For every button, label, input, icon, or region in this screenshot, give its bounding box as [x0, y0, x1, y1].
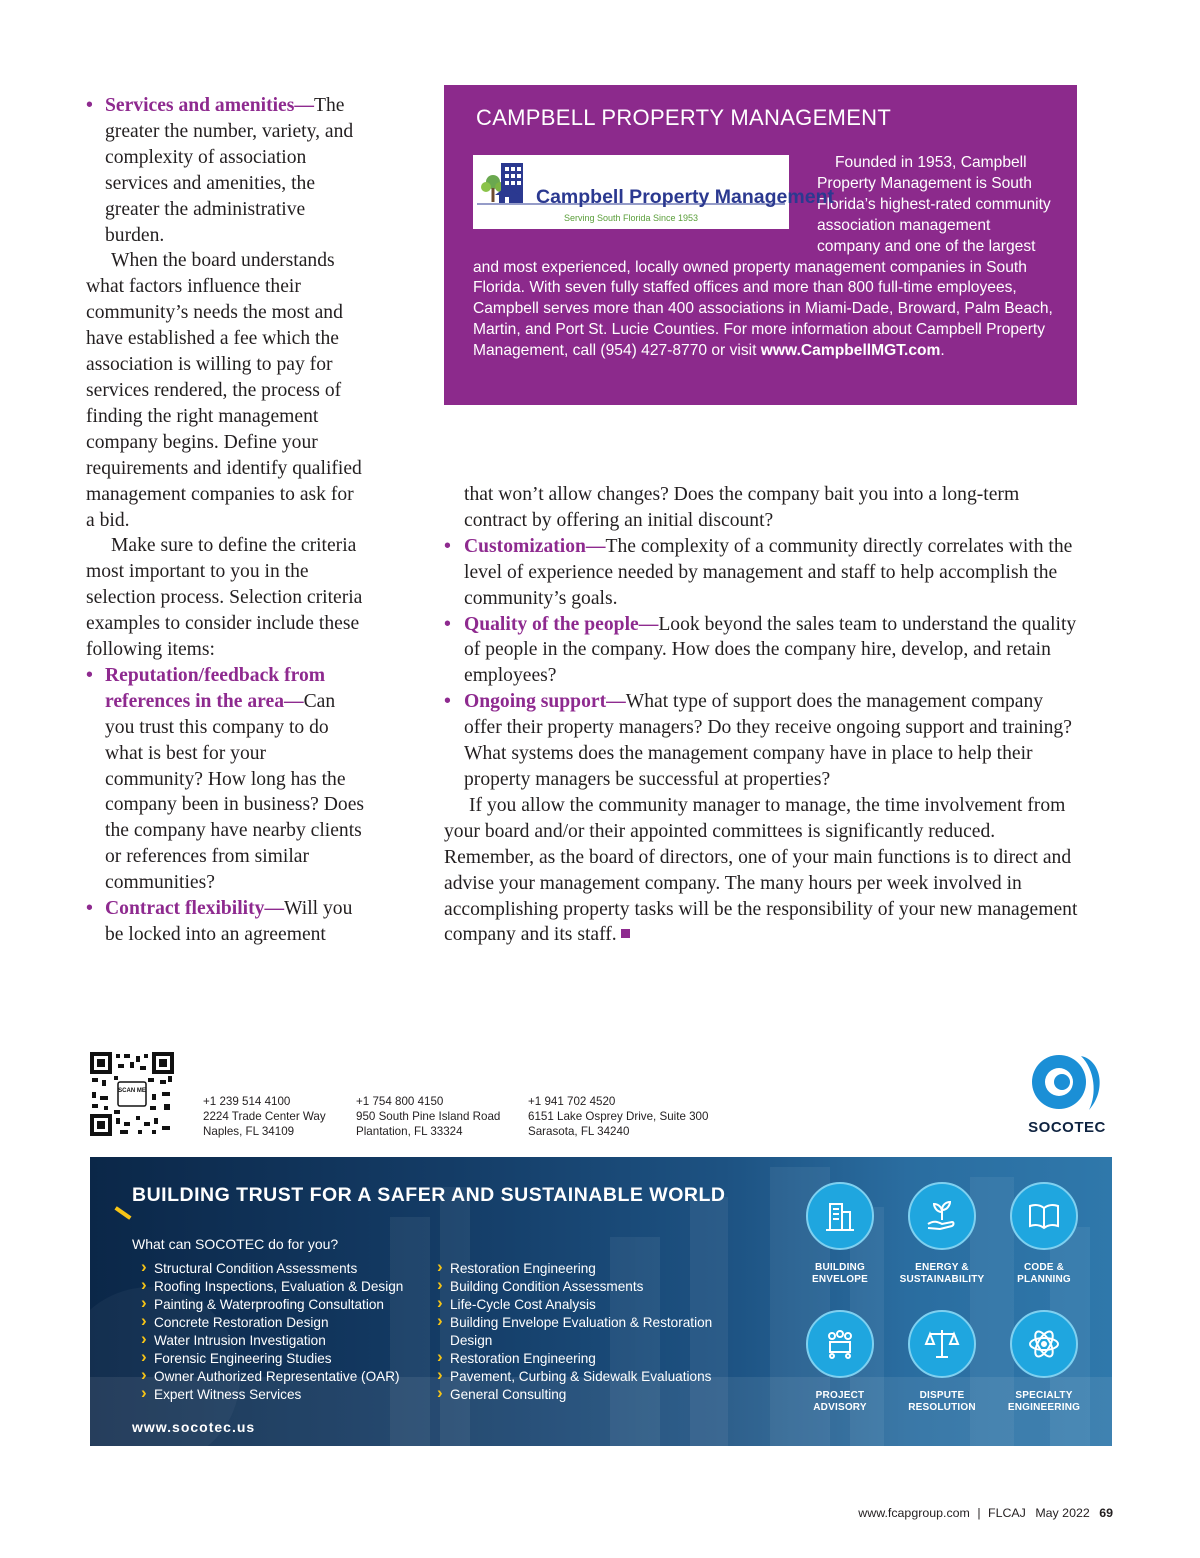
campbell-logo	[473, 155, 834, 229]
bullet-term: Customization—	[464, 535, 606, 557]
bullet-dot: •	[86, 95, 93, 116]
socotec-website-link[interactable]: www.socotec.us	[132, 1419, 256, 1435]
bullet-term: Reputation/feedback from references in the area—	[105, 664, 326, 712]
list-item: › Concrete Restoration Design	[132, 1314, 403, 1332]
bullet-customization	[444, 534, 1080, 612]
contact-city: Sarasota, FL 34240	[528, 1125, 630, 1138]
list-item: › Structural Condition Assessments	[132, 1260, 403, 1278]
building-icon	[806, 1182, 874, 1250]
campbell-website-link[interactable]: www.CampbellMGT.com	[760, 342, 941, 360]
bullet-quality-people	[444, 612, 1080, 690]
contact-phone[interactable]: +1 941 702 4520	[528, 1095, 616, 1108]
contact-plantation	[356, 1094, 500, 1139]
bullet-ongoing-support	[444, 689, 1080, 793]
sidebar-text-end: .	[940, 342, 945, 360]
contact-sarasota	[528, 1094, 708, 1139]
sidebar-title: CAMPBELL PROPERTY MANAGEMENT	[476, 105, 892, 130]
list-item: › Pavement, Curbing & Sidewalk Evaluations	[428, 1368, 728, 1386]
bullet-term: Services and amenities—	[105, 95, 314, 116]
list-item: › Forensic Engineering Studies	[132, 1350, 403, 1368]
category-label: SPECIALTY	[1015, 1390, 1073, 1401]
list-item: › Water Intrusion Investigation	[132, 1332, 403, 1350]
banner-headline: BUILDING TRUST FOR A SAFER AND SUSTAINABLE WORLD	[132, 1184, 726, 1206]
list-item: › Building Envelope Evaluation & Restoration Design	[428, 1314, 728, 1350]
bullet-dot: •	[86, 898, 93, 920]
contact-street: 6151 Lake Osprey Drive, Suite 300	[528, 1110, 709, 1123]
contact-phone[interactable]: +1 239 514 4100	[203, 1095, 291, 1108]
services-list-left	[132, 1260, 403, 1404]
category-specialty-engineering	[986, 1310, 1102, 1414]
logo-name: Campbell Property Management	[536, 186, 834, 208]
qr-scan-label: SCAN ME	[118, 1088, 146, 1094]
list-item: › Restoration Engineering	[428, 1260, 728, 1278]
category-energy-sustainability	[884, 1182, 1000, 1286]
paragraph-board-understands: When the board understands what factors influence their community’s needs the most and have established a fee which the association is willing to pay for services rendered, the process of finding the right management company begins. Define your requirements and identify qualified management companies to ask for a bid.	[86, 250, 362, 531]
qr-code[interactable]	[90, 1052, 174, 1136]
category-label: PLANNING	[1017, 1274, 1071, 1285]
bullet-term: Ongoing support—	[464, 691, 626, 713]
category-code-planning	[986, 1182, 1102, 1286]
bullet-text: Can you trust this company to do what is best for your community? How long has the company been in business? Does the company have nearby clients or references from similar communities?	[105, 690, 365, 894]
contact-street: 2224 Trade Center Way	[203, 1110, 326, 1123]
bullet-text: Will you be locked into an agreement	[105, 898, 353, 945]
socotec-banner	[90, 1157, 1112, 1446]
bullet-dot: •	[444, 613, 451, 635]
footer-publication: FLCAJ	[988, 1506, 1026, 1520]
bullet-text: The complexity of a community directly correlates with the level of experience needed by management and staff to help accomplish the community’s goals.	[464, 535, 1073, 609]
bullet-dot: •	[444, 535, 451, 557]
category-label: ENGINEERING	[1007, 1402, 1081, 1413]
banner-subhead: What can SOCOTEC do for you?	[132, 1236, 339, 1252]
category-label: RESOLUTION	[908, 1402, 976, 1413]
list-item: › Building Condition Assessments	[428, 1278, 728, 1296]
team-icon	[806, 1310, 874, 1378]
footer-separator: |	[977, 1506, 981, 1520]
contact-city: Plantation, FL 33324	[356, 1125, 463, 1138]
category-label: ADVISORY	[813, 1402, 867, 1413]
category-label: DISPUTE	[919, 1390, 965, 1401]
bullet-services-amenities	[86, 93, 366, 248]
contact-phone[interactable]: +1 754 800 4150	[356, 1095, 444, 1108]
category-building-envelope	[782, 1182, 898, 1286]
footer-website[interactable]: www.fcapgroup.com	[858, 1506, 970, 1520]
bullet-text: The greater the number, variety, and complexity of association services and amenities, the greater the administrative burden.	[105, 95, 354, 246]
bullet-dot: •	[86, 664, 93, 686]
logo-tagline: Serving South Florida Since 1953	[563, 213, 699, 223]
category-label: ENERGY &	[915, 1262, 969, 1273]
right-article-column	[444, 482, 1080, 948]
page-number: 69	[1099, 1506, 1113, 1520]
services-list-right	[428, 1260, 728, 1404]
bullet-text: Look beyond the sales team to understand the quality of people in the company. How does the company hire, develop, and retain employees?	[464, 613, 1077, 687]
category-project-advisory	[782, 1310, 898, 1414]
atom-icon	[1010, 1310, 1078, 1378]
plant-hand-icon	[908, 1182, 976, 1250]
bullet-reputation	[86, 663, 366, 896]
list-item: › Painting & Waterproofing Consultation	[132, 1296, 403, 1314]
contact-street: 950 South Pine Island Road	[356, 1110, 501, 1123]
list-item: › General Consulting	[428, 1386, 728, 1404]
category-label: SUSTAINABILITY	[899, 1274, 985, 1285]
page-footer	[858, 1506, 1113, 1520]
list-item: › Owner Authorized Representative (OAR)	[132, 1368, 403, 1386]
footer-issue: May 2022	[1035, 1506, 1090, 1520]
continued-bullet-text: that won’t allow changes? Does the company bait you into a long-term contract by offering an initial discount?	[464, 484, 1020, 531]
sidebar-text: Founded in 1953, Campbell Property Management is South Florida’s highest-rated community association management company and one of the largest and most experienced, locally owned property management companies in South Florida. With seven fully staffed offices and more than 800 full-time employees, Campbell serves more than 400 associations in Miami-Dade, Broward, Palm Beach, Martin, and Port St. Lucie Counties. For more information about Campbell Property Management, call (954) 427-8770 or visit	[473, 154, 1053, 360]
bullet-contract-flexibility	[86, 896, 366, 948]
category-label: PROJECT	[815, 1390, 865, 1401]
left-article-column	[86, 93, 366, 948]
contact-naples	[203, 1094, 326, 1139]
category-label: ENVELOPE	[811, 1274, 869, 1285]
end-of-article-mark	[621, 929, 630, 938]
list-item: › Expert Witness Services	[132, 1386, 403, 1404]
category-dispute-resolution	[884, 1310, 1000, 1414]
closing-text: If you allow the community manager to manage, the time involvement from your board and/or their appointed committees is significantly reduced. Remember, as the board of directors, one of your main functions is to direct and advise your management company. The many hours per week involved in accomplishing property tasks will be the responsibility of your new management company and its staff.	[444, 794, 1078, 946]
list-item: › Life-Cycle Cost Analysis	[428, 1296, 728, 1314]
category-label: CODE &	[1023, 1262, 1065, 1273]
contact-city: Naples, FL 34109	[203, 1125, 295, 1138]
paragraph-define-criteria: Make sure to define the criteria most important to you in the selection process. Selection criteria examples to consider include these following items:	[86, 535, 363, 661]
scales-icon	[908, 1310, 976, 1378]
socotec-wordmark: SOCOTEC	[1028, 1119, 1106, 1136]
book-icon	[1010, 1182, 1078, 1250]
campbell-sidebar-box	[444, 85, 1077, 405]
category-label: BUILDING	[815, 1262, 865, 1273]
list-item: › Roofing Inspections, Evaluation & Design	[132, 1278, 403, 1296]
closing-paragraph	[444, 793, 1080, 948]
bullet-term: Quality of the people—	[464, 613, 659, 635]
bullet-text: What type of support does the management company offer their property managers? Do they receive ongoing support and training? What systems does the management company have in place to help their property managers be successful at properties?	[464, 691, 1072, 790]
bullet-dot: •	[444, 691, 451, 713]
bullet-term: Contract flexibility—	[105, 898, 285, 920]
list-item: › Restoration Engineering	[428, 1350, 728, 1368]
